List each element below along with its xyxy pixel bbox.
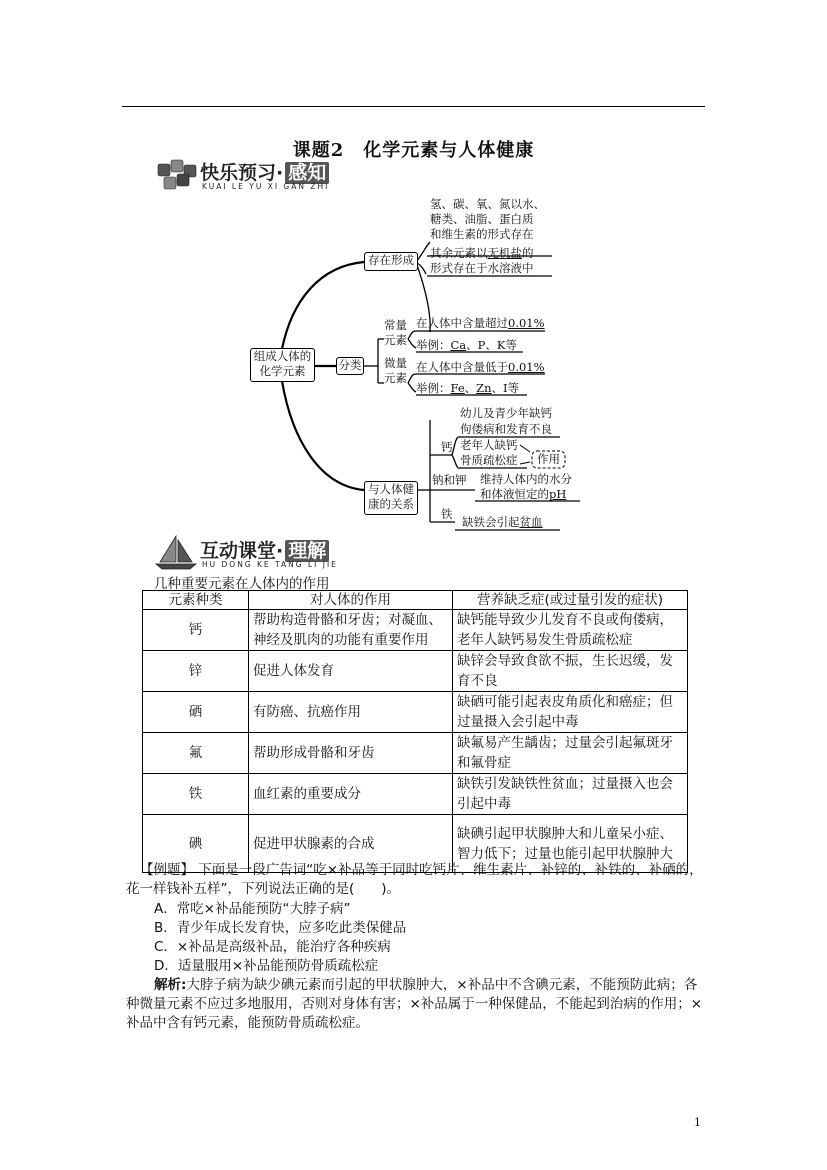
health-na-k: 钠和钾: [432, 473, 467, 487]
banner-title: 互动课堂· 理解: [200, 536, 329, 563]
node-health-relation: 与人体健 康的关系: [364, 481, 418, 515]
column-header: 对人体的作用: [249, 591, 453, 610]
trace-content: 在人体中含量低于0.01%: [416, 360, 545, 374]
table-cell: 缺钙能导致少儿发育不良或佝偻病，老年人缺钙易发生骨质疏松症: [453, 610, 688, 651]
table-cell: 硒: [143, 692, 249, 733]
exist-line-3: 和维生素的形式存在: [430, 227, 534, 241]
banner-title: 快乐预习· 感知: [200, 158, 329, 185]
option-a: A．常吃×补品能预防“大脖子病”: [154, 901, 351, 917]
table-cell: 缺锌会导致食欲不振，生长迟缓，发育不良: [453, 651, 688, 692]
exist-line-1: 氢、碳、氧、氮以水、: [430, 197, 545, 211]
column-header: 营养缺乏症(或过量引发的症状): [453, 591, 688, 610]
boat-icon: [154, 534, 202, 572]
ca-line-1: 幼儿及青少年缺钙: [460, 406, 552, 420]
table-header-row: [143, 591, 688, 610]
ca-line-3: 老年人缺钙: [460, 438, 518, 452]
table-cell: 钙: [143, 610, 249, 651]
page-title: 课题2 化学元素与人体健康: [292, 140, 535, 161]
health-iron: 铁: [441, 507, 453, 521]
node-exist-form: 存在形成: [364, 252, 418, 271]
exist-line-5: 形式存在于水溶液中: [430, 261, 534, 275]
table-cell: 缺氟易产生龋齿；过量会引起氟斑牙和氟骨症: [453, 733, 688, 774]
section-banner-class: [154, 534, 354, 572]
table-cell: 血红素的重要成分: [249, 774, 453, 815]
table-cell: 碘: [143, 815, 249, 873]
analysis-text: 解析:大脖子病为缺少碘元素而引起的甲状腺肿大，×补品中不含碘元素，不能预防此病；各种微量元素不应过多地服用，否则对身体有害；×补品属于一种保健品，不能起到治病的作用；×补品中含有钙元素，能预防骨质疏松症。: [126, 977, 703, 1031]
table-cell: 促进甲状腺素的合成: [249, 815, 453, 873]
mindmap-root: 组成人体的 化学元素: [250, 348, 315, 382]
node-classify: 分类: [336, 357, 364, 375]
ca-line-2: 佝偻病和发育不良: [460, 422, 552, 436]
health-calcium: 钙: [441, 440, 453, 454]
table-cell: 帮助形成骨骼和牙齿: [249, 733, 453, 774]
table-row: [143, 651, 688, 692]
table-row: [143, 774, 688, 815]
table-cell: 帮助构造骨骼和牙齿；对凝血、神经及肌肉的功能有重要作用: [249, 610, 453, 651]
ca-line-4: 骨质疏松症: [460, 453, 518, 467]
option-c: C．×补品是高级补品，能治疗各种疾病: [154, 939, 391, 955]
table-cell: 铁: [143, 774, 249, 815]
nk-line-2: 和体液恒定的pH: [480, 487, 567, 501]
table-cell: 有防癌、抗癌作用: [249, 692, 453, 733]
table-caption: 几种重要元素在人体内的作用: [154, 576, 330, 592]
option-b: B．青少年成长发育快，应多吃此类保健品: [154, 920, 407, 936]
banner-subtitle: KUAI LE YU XI GAN ZHI: [202, 182, 330, 191]
table-cell: 促进人体发育: [249, 651, 453, 692]
table-cell: 氟: [143, 733, 249, 774]
table-cell: 缺硒可能引起表皮角质化和癌症；但过量摄入会引起中毒: [453, 692, 688, 733]
analysis-label: 解析:: [154, 977, 187, 993]
table-cell: 锌: [143, 651, 249, 692]
nk-line-1: 维持人体内的水分: [480, 472, 572, 486]
role-badge: 作用: [537, 452, 560, 466]
table-row: [143, 692, 688, 733]
example-question: 【例题】 下面是一段广告词“吃×补品等于同时吃钙片、维生素片、补锌的、补铁的、补硒的，花一样钱补五样”，下列说法正确的是( )。: [126, 862, 703, 897]
fe-line-1: 缺铁会引起贫血: [462, 515, 543, 529]
option-d: D．适量服用×补品能预防骨质疏松症: [154, 958, 379, 974]
major-example: 举例：Ca、P、K等: [416, 338, 517, 352]
table-cell: 缺碘引起甲状腺肿大和儿童呆小症、智力低下；过量也能引起甲状腺肿大: [453, 815, 688, 873]
column-header: 元素种类: [143, 591, 249, 610]
trace-example: 举例：Fe、Zn、I等: [416, 381, 520, 395]
elements-table: [142, 590, 688, 873]
major-element-label: 常量 元素: [384, 318, 407, 347]
table-row: [143, 610, 688, 651]
trace-element-label: 微量 元素: [384, 356, 407, 385]
example-label: 【例题】: [140, 862, 194, 878]
table-cell: 缺铁引发缺铁性贫血；过量摄入也会引起中毒: [453, 774, 688, 815]
exist-line-2: 糖类、油脂、蛋白质: [430, 212, 534, 226]
page-number: 1: [694, 1116, 701, 1129]
table-row: [143, 733, 688, 774]
exist-line-4: 其余元素以无机盐的: [430, 246, 534, 260]
major-content: 在人体中含量超过0.01%: [416, 316, 545, 330]
banner-subtitle: HU DONG KE TANG LI JIE: [202, 560, 338, 569]
